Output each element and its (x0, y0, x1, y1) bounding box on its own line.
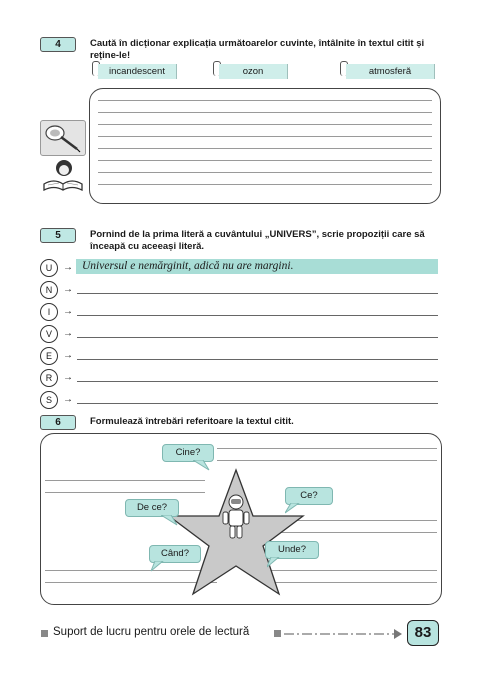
task-6-number: 6 (40, 415, 76, 430)
footer-text: Suport de lucru pentru orele de lectură (53, 626, 250, 638)
example-sentence: Universul e nemărginit, adică nu are margini. (76, 259, 438, 274)
writing-line (98, 148, 432, 149)
child-reading-book-icon (40, 158, 86, 194)
task-4-instruction: Caută în dicționar explicația următoarelor cuvinte, întâlnite în textul citit și reține-le! (90, 38, 425, 61)
letter-e-circle: E (40, 347, 58, 365)
bubble-tail (193, 460, 211, 472)
letter-s-circle: S (40, 391, 58, 409)
bubble-ce: Ce? (285, 487, 333, 505)
task-4-number: 4 (40, 37, 76, 52)
dash-dot-arrow-icon (284, 628, 404, 640)
writing-line (98, 160, 432, 161)
task-5-instruction: Pornind de la prima literă a cuvântului „UNIVERS”, scrie propoziții care să înceapă cu aceeași literă. (90, 229, 425, 252)
sentence-line-e[interactable] (77, 359, 438, 360)
writing-line (98, 124, 432, 125)
task-5-number: 5 (40, 228, 76, 243)
writing-line (98, 136, 432, 137)
letter-i-circle: I (40, 303, 58, 321)
bubble-cine: Cine? (162, 444, 214, 462)
arrow-icon: → (63, 328, 73, 339)
footer-square-bullet (274, 630, 281, 637)
letter-v-circle: V (40, 325, 58, 343)
letter-r-circle: R (40, 369, 58, 387)
pen-writing-icon (40, 120, 86, 156)
bubble-tail (149, 561, 167, 573)
writing-line (217, 448, 437, 449)
arrow-icon: → (63, 394, 73, 405)
task-4-writing-area[interactable] (89, 88, 441, 204)
word-ozon: ozon (219, 64, 288, 79)
sentence-line-r[interactable] (77, 381, 438, 382)
bubble-tail (267, 557, 285, 569)
page-number: 83 (407, 620, 439, 646)
letter-u-circle: U (40, 259, 58, 277)
task-6-question-area[interactable] (40, 433, 442, 605)
word-incandescent: incandescent (98, 64, 177, 79)
writing-line (217, 460, 437, 461)
arrow-icon: → (63, 284, 73, 295)
letter-n-circle: N (40, 281, 58, 299)
writing-line (98, 112, 432, 113)
footer-square-bullet (41, 630, 48, 637)
bubble-cand: Când? (149, 545, 201, 563)
task-6-instruction: Formulează întrebări referitoare la textul citit. (90, 416, 294, 427)
writing-line (98, 172, 432, 173)
bubble-tail (161, 515, 179, 527)
sentence-line-n[interactable] (77, 293, 438, 294)
sentence-line-i[interactable] (77, 315, 438, 316)
bubble-unde: Unde? (265, 541, 319, 559)
bubble-tail (285, 503, 303, 515)
bubble-de-ce: De ce? (125, 499, 179, 517)
writing-line (98, 100, 432, 101)
sentence-line-s[interactable] (77, 403, 438, 404)
arrow-icon: → (63, 306, 73, 317)
word-atmosfera: atmosferă (346, 64, 435, 79)
sentence-line-v[interactable] (77, 337, 438, 338)
arrow-icon: → (63, 262, 73, 273)
writing-line (98, 184, 432, 185)
arrow-icon: → (63, 372, 73, 383)
arrow-icon: → (63, 350, 73, 361)
